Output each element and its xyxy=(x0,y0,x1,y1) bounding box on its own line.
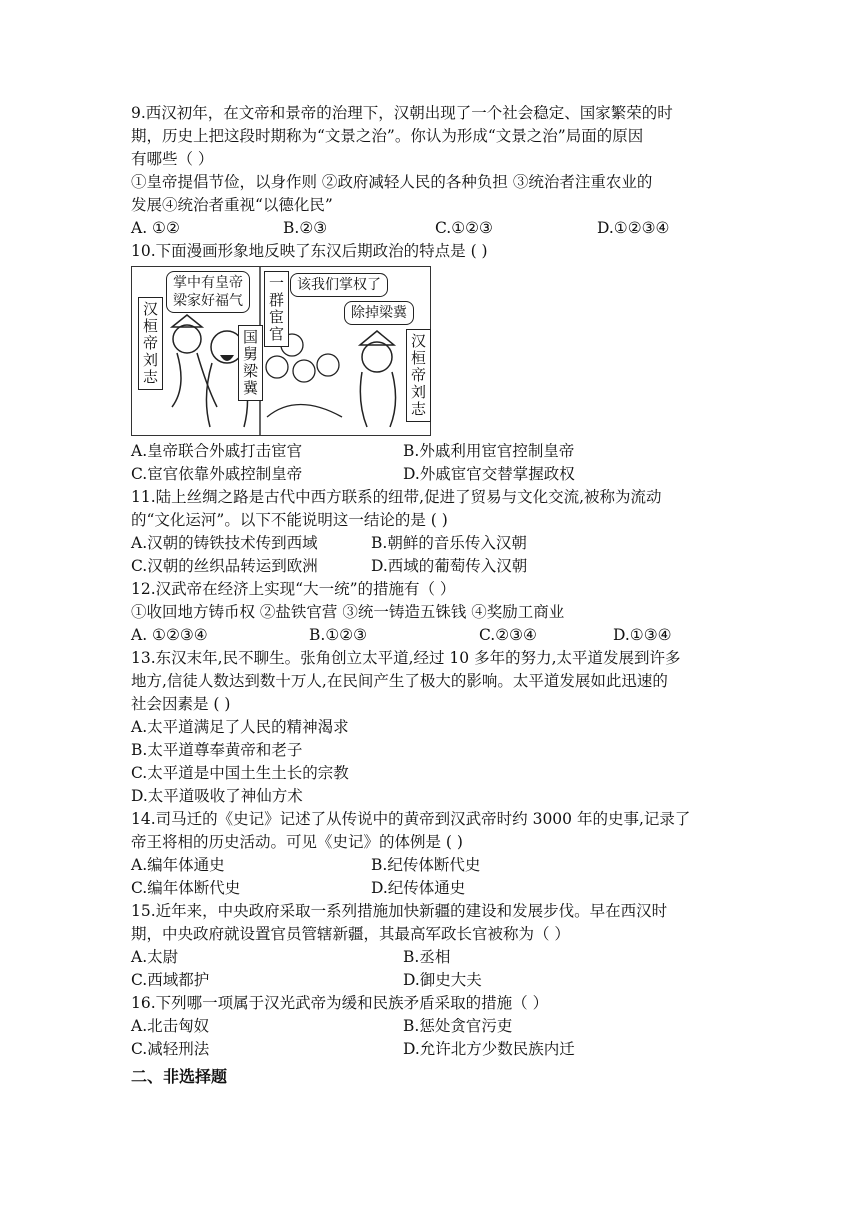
speech-right: 除掉梁冀 xyxy=(344,301,414,325)
q12-option-c[interactable]: C.②③④ xyxy=(479,626,537,644)
speech-mid: 该我们掌权了 xyxy=(290,273,388,297)
q9-option-a[interactable]: A. ①② xyxy=(131,219,180,237)
label-guojiu: 国舅梁冀 xyxy=(238,325,263,401)
q12-options xyxy=(131,624,731,647)
q14-options-row1 xyxy=(131,854,731,877)
q11-stem-line1: 11.陆上丝绸之路是古代中西方联系的纽带,促进了贸易与文化交流,被称为流动 xyxy=(131,488,662,506)
q15-options-row1 xyxy=(131,946,731,969)
q11-stem-line2: 的“文化运河”。以下不能说明这一结论的是 ( ) xyxy=(131,511,448,529)
q9-stem-line3: 有哪些（ ） xyxy=(131,150,214,168)
q12-option-a[interactable]: A. ①②③④ xyxy=(131,626,208,644)
q9-statements-line1: ①皇帝提倡节俭，以身作则 ②政府减轻人民的各种负担 ③统治者注重农业的 xyxy=(131,173,653,191)
label-left-emperor: 汉桓帝刘志 xyxy=(138,297,163,390)
q9-stem-line2: 期，历史上把这段时期称为“文景之治”。你认为形成“文景之治”局面的原因 xyxy=(131,127,644,145)
q13-stem-line1: 13.东汉末年,民不聊生。张角创立太平道,经过 10 多年的努力,太平道发展到许多 xyxy=(131,649,681,667)
q9-option-b[interactable]: B.②③ xyxy=(283,219,328,237)
q16-option-a[interactable]: A.北击匈奴 xyxy=(131,1017,210,1035)
q10-cartoon xyxy=(131,266,431,436)
q15-option-c[interactable]: C.西域都护 xyxy=(131,971,210,989)
q12-stem: 12.汉武帝在经济上实现“大一统”的措施有（ ） xyxy=(131,580,456,598)
q16-options-row1 xyxy=(131,1015,731,1038)
q11-option-b[interactable]: B.朝鲜的音乐传入汉朝 xyxy=(371,534,527,552)
speech-left-line2: 梁家好福气 xyxy=(173,293,243,309)
q15-stem-line1: 15.近年来，中央政府采取一系列措施加快新疆的建设和发展步伐。早在西汉时 xyxy=(131,902,668,920)
q10-option-c[interactable]: C.宦官依靠外戚控制皇帝 xyxy=(131,465,303,483)
q10-options-row1 xyxy=(131,440,731,463)
q16-option-b[interactable]: B.惩处贪官污吏 xyxy=(403,1017,513,1035)
q13-stem-line2: 地方,信徒人数达到数十万人,在民间产生了极大的影响。太平道发展如此迅速的 xyxy=(131,672,668,690)
q10-option-d[interactable]: D.外戚宦官交替掌握政权 xyxy=(403,465,575,483)
q14-option-d[interactable]: D.纪传体通史 xyxy=(371,879,466,897)
q15-option-d[interactable]: D.御史大夫 xyxy=(403,971,482,989)
q9-stem-line1: 9.西汉初年，在文帝和景帝的治理下，汉朝出现了一个社会稳定、国家繁荣的时 xyxy=(131,104,673,122)
speech-left-line1: 掌中有皇帝 xyxy=(173,275,243,291)
label-eunuchs: 一群宦官 xyxy=(264,271,289,347)
q12-statements: ①收回地方铸币权 ②盐铁官营 ③统一铸造五铢钱 ④奖励工商业 xyxy=(131,603,565,621)
q13-option-b[interactable]: B.太平道尊奉黄帝和老子 xyxy=(131,741,303,759)
q9-options xyxy=(131,217,731,240)
q11-option-a[interactable]: A.汉朝的铸铁技术传到西域 xyxy=(131,534,318,552)
q15-option-a[interactable]: A.太尉 xyxy=(131,948,179,966)
q9-option-d[interactable]: D.①②③④ xyxy=(597,219,670,237)
q16-stem: 16.下列哪一项属于汉光武帝为缓和民族矛盾采取的措施（ ） xyxy=(131,994,549,1012)
q10-options-row2 xyxy=(131,463,731,486)
q15-option-b[interactable]: B.丞相 xyxy=(403,948,451,966)
q10-option-b[interactable]: B.外戚利用宦官控制皇帝 xyxy=(403,442,575,460)
label-right-emperor: 汉桓帝刘志 xyxy=(406,329,431,422)
q15-options-row2 xyxy=(131,969,731,992)
question-page xyxy=(131,102,731,1061)
q16-option-d[interactable]: D.允许北方少数民族内迁 xyxy=(403,1040,575,1058)
q11-options-row1 xyxy=(131,532,731,555)
q13-option-c[interactable]: C.太平道是中国土生土长的宗教 xyxy=(131,764,349,782)
speech-left xyxy=(166,271,250,313)
q14-options-row2 xyxy=(131,877,731,900)
q12-option-b[interactable]: B.①②③ xyxy=(309,626,368,644)
q14-option-c[interactable]: C.编年体断代史 xyxy=(131,879,241,897)
q12-option-d[interactable]: D.①③④ xyxy=(613,626,672,644)
q11-options-row2 xyxy=(131,555,731,578)
q13-stem-line3: 社会因素是 ( ) xyxy=(131,695,231,713)
q16-options-row2 xyxy=(131,1038,731,1061)
q15-stem-line2: 期，中央政府就设置官员管辖新疆，其最高军政长官被称为（ ） xyxy=(131,925,570,943)
q14-option-b[interactable]: B.纪传体断代史 xyxy=(371,856,481,874)
q14-option-a[interactable]: A.编年体通史 xyxy=(131,856,225,874)
q10-stem: 10.下面漫画形象地反映了东汉后期政治的特点是 ( ) xyxy=(131,242,488,260)
q14-stem-line1: 14.司马迁的《史记》记述了从传说中的黄帝到汉武帝时约 3000 年的史事,记录了 xyxy=(131,810,691,828)
section-heading: 二、非选择题 xyxy=(131,1067,228,1086)
q16-option-c[interactable]: C.减轻刑法 xyxy=(131,1040,210,1058)
q9-statements-line2: 发展④统治者重视“以德化民” xyxy=(131,196,333,214)
q13-option-a[interactable]: A.太平道满足了人民的精神渴求 xyxy=(131,718,349,736)
q10-option-a[interactable]: A.皇帝联合外戚打击宦官 xyxy=(131,442,303,460)
q14-stem-line2: 帝王将相的历史活动。可见《史记》的体例是 ( ) xyxy=(131,833,463,851)
q13-option-d[interactable]: D.太平道吸收了神仙方术 xyxy=(131,787,303,805)
q9-option-c[interactable]: C.①②③ xyxy=(435,219,493,237)
q11-option-c[interactable]: C.汉朝的丝织品转运到欧洲 xyxy=(131,557,318,575)
q11-option-d[interactable]: D.西域的葡萄传入汉朝 xyxy=(371,557,528,575)
